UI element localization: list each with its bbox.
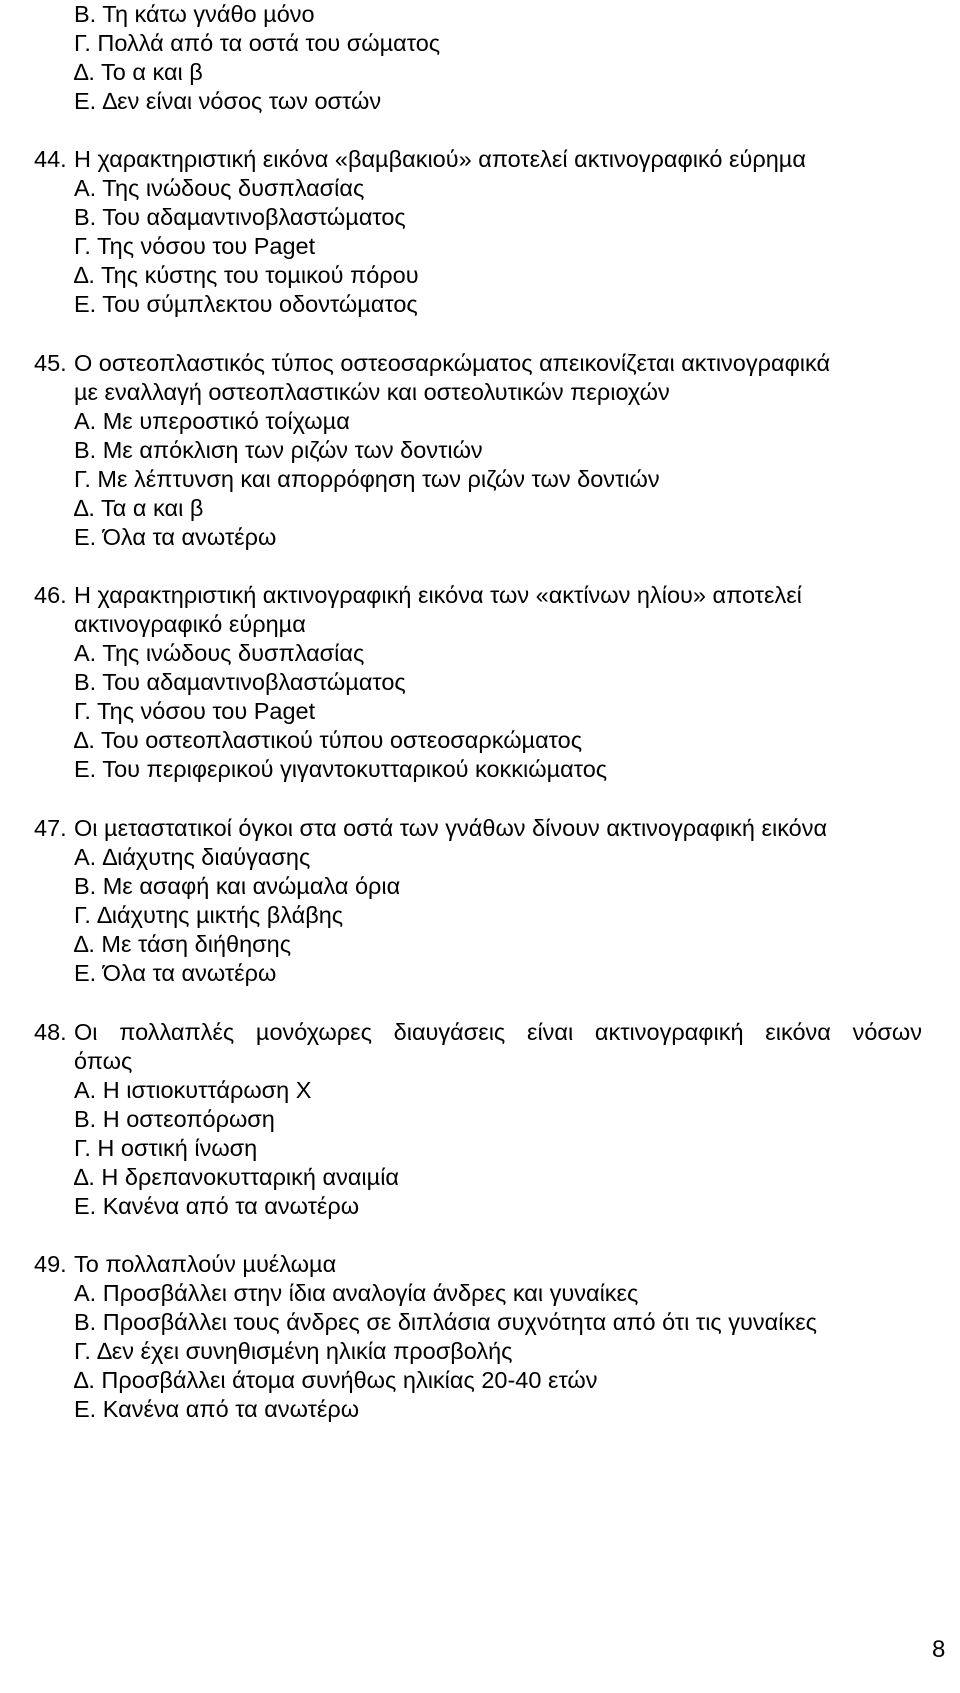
- option-line: Α. Η ιστιοκυττάρωση Χ: [74, 1077, 312, 1103]
- option-line: Β. Τη κάτω γνάθο µόνο: [74, 1, 315, 27]
- question-text: Οι πολλαπλές µονόχωρες διαυγάσεις είναι ακτινογραφική εικόνα νόσων: [74, 1019, 922, 1045]
- question-number: 46.: [34, 582, 67, 608]
- option-line: Ε. Όλα τα ανωτέρω: [74, 960, 277, 986]
- option-line: ∆. Της κύστης του τοµικού πόρου: [74, 262, 419, 288]
- option-line: ∆. Η δρεπανοκυτταρική αναιµία: [74, 1164, 399, 1190]
- option-line: ∆. Με τάση διήθησης: [74, 931, 292, 957]
- option-line: Β. Με απόκλιση των ριζών των δοντιών: [74, 437, 483, 463]
- question-text: Το πολλαπλούν µυέλωµα: [74, 1251, 337, 1277]
- option-line: Γ. Με λέπτυνση και απορρόφηση των ριζών των δοντιών: [74, 466, 660, 492]
- question-48: [0, 1018, 960, 1046]
- question-49: [0, 1250, 960, 1278]
- page-number: 8: [932, 1636, 946, 1663]
- question-47: [0, 814, 960, 842]
- option-line: Α. Προσβάλλει στην ίδια αναλογία άνδρες και γυναίκες: [74, 1280, 639, 1306]
- option-line: ∆. Προσβάλλει άτοµα συνήθως ηλικίας 20-40 ετών: [74, 1367, 598, 1393]
- question-44: [0, 145, 960, 173]
- option-line: Γ. ∆εν έχει συνηθισµένη ηλικία προσβολής: [74, 1338, 513, 1364]
- option-line: Ε. Του περιφερικού γιγαντοκυτταρικού κοκκιώµατος: [74, 756, 608, 782]
- question-number: 44.: [34, 146, 67, 172]
- option-line: Β. Του αδαµαντινοβλαστώµατος: [74, 669, 406, 695]
- question-text: Η χαρακτηριστική ακτινογραφική εικόνα των «ακτίνων ηλίου» αποτελεί: [74, 582, 802, 608]
- option-line: Ε. ∆εν είναι νόσος των οστών: [74, 88, 382, 114]
- question-number: 47.: [34, 815, 67, 841]
- option-line: Γ. Η οστική ίνωση: [74, 1135, 258, 1161]
- option-line: Β. Η οστεοπόρωση: [74, 1106, 275, 1132]
- option-line: Ε. Κανένα από τα ανωτέρω: [74, 1396, 360, 1422]
- option-line: Γ. Πολλά από τα οστά του σώµατος: [74, 30, 441, 56]
- question-text-continued: όπως: [74, 1048, 133, 1074]
- option-line: ∆. Του οστεοπλαστικού τύπου οστεοσαρκώµατος: [74, 727, 583, 753]
- option-line: Β. Προσβάλλει τους άνδρες σε διπλάσια συχνότητα από ότι τις γυναίκες: [74, 1309, 817, 1335]
- question-45: [0, 349, 960, 377]
- option-line: Ε. Κανένα από τα ανωτέρω: [74, 1193, 360, 1219]
- option-line: Α. Της ινώδους δυσπλασίας: [74, 175, 365, 201]
- option-line: Β. Με ασαφή και ανώµαλα όρια: [74, 873, 401, 899]
- option-line: Γ. Της νόσου του Paget: [74, 233, 316, 259]
- question-46: [0, 581, 960, 609]
- option-line: Ε. Του σύµπλεκτου οδοντώµατος: [74, 291, 418, 317]
- question-text: Οι µεταστατικοί όγκοι στα οστά των γνάθων δίνουν ακτινογραφική εικόνα: [74, 815, 828, 841]
- option-line: Ε. Όλα τα ανωτέρω: [74, 524, 277, 550]
- option-line: ∆. Το α και β: [74, 59, 203, 85]
- option-line: Α. Της ινώδους δυσπλασίας: [74, 640, 365, 666]
- question-text-continued: µε εναλλαγή οστεοπλαστικών και οστεολυτικών περιοχών: [74, 379, 670, 405]
- question-text: Ο οστεοπλαστικός τύπος οστεοσαρκώµατος απεικονίζεται ακτινογραφικά: [74, 350, 831, 376]
- question-number: 49.: [34, 1251, 67, 1277]
- question-text-continued: ακτινογραφικό εύρηµα: [74, 611, 306, 637]
- option-line: Α. ∆ιάχυτης διαύγασης: [74, 844, 311, 870]
- question-number: 45.: [34, 350, 67, 376]
- option-line: Β. Του αδαµαντινοβλαστώµατος: [74, 204, 406, 230]
- question-text: Η χαρακτηριστική εικόνα «βαµβακιού» αποτελεί ακτινογραφικό εύρηµα: [74, 146, 806, 172]
- option-line: Γ. ∆ιάχυτης µικτής βλάβης: [74, 902, 344, 928]
- question-number: 48.: [34, 1019, 67, 1045]
- option-line: Γ. Της νόσου του Paget: [74, 698, 316, 724]
- option-line: ∆. Τα α και β: [74, 495, 204, 521]
- option-line: Α. Με υπεροστικό τοίχωµα: [74, 408, 350, 434]
